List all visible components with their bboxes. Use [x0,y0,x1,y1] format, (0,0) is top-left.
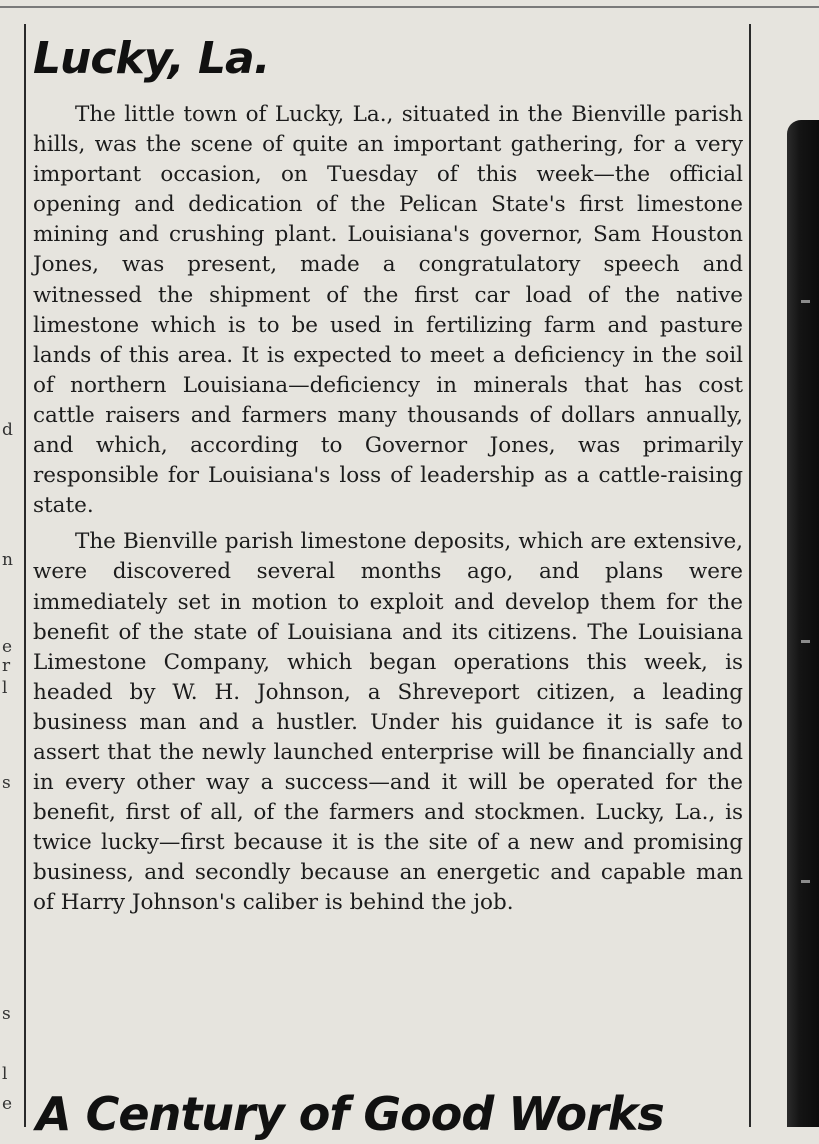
fragment-char: e [2,637,13,657]
article-paragraph: The little town of Lucky, La., situated in the Bienville parish hills, was the scene of quite an important gathering, for a very important occasion, on Tuesday of this week—the official opening and dedication of the Pelican State's first limestone mining and crushing plant. Louisiana's governor, Sam Houston Jones, was present, made a congratulatory speech and witnessed the shipment of the first car load of the native limestone which is to be used in fertilizing farm and pasture lands of this area. It is expected to meet a deficiency in the soil of northern Louisiana—deficiency in minerals that has cost cattle raisers and farmers many thousands of dollars annually, and which, according to Governor Jones, was primarily responsible for Louisiana's loss of leadership as a cattle-raising state. [33,102,743,519]
fragment-char: l [2,1064,8,1084]
article-body [33,100,743,919]
next-article-headline: A Century of Good Works [36,1087,664,1141]
fragment-char: l [2,678,8,698]
fragment-char: n [2,550,13,570]
fragment-char: e [2,1094,13,1114]
fragment-char: s [2,1004,11,1024]
fragment-char: r [2,656,11,676]
article-paragraph: The Bienville parish limestone deposits, which are extensive, were discovered several months ago, and plans were immediately set in motion to exploit and develop them for the benefit of the state of Louisiana and its citizens. The Louisiana Limestone Company, which began operations this week, is headed by W. H. Johnson, a Shreveport citizen, a leading business man and a hustler. Under his guidance it is safe to assert that the newly launched enterprise will be financially and in every other way a success—and it will be operated for the benefit, first of all, of the farmers and stockmen. Lucky, La., is twice lucky—first because it is the site of a new and promising business, and secondly because an energetic and capable man of Harry Johnson's caliber is behind the job. [33,529,743,916]
column-rule-left [24,24,26,1127]
fragment-char: d [2,420,13,440]
fragment-char: s [2,773,11,793]
adjacent-column-fragments [0,0,22,1127]
top-rule [0,6,819,8]
photo-speck [801,300,810,303]
photo-speck [801,880,810,883]
photo-speck [801,640,810,643]
adjacent-photo-edge [787,120,819,1127]
article-headline: Lucky, La. [33,33,270,84]
column-rule-right [749,24,751,1127]
article [33,28,743,925]
